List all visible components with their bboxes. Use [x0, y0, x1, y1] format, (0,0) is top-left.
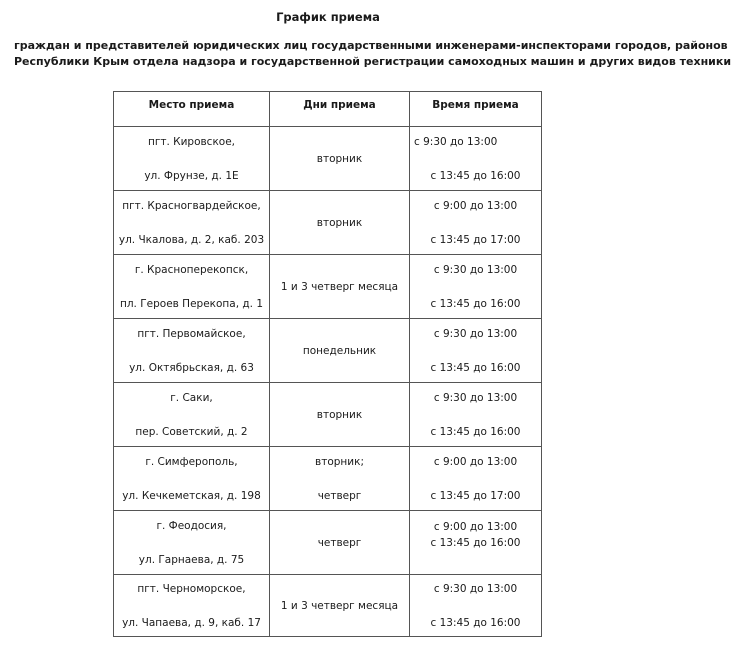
table-row	[114, 319, 542, 383]
days-text: вторник;	[315, 455, 364, 468]
days-text: 1 и 3 четверг месяца	[280, 599, 399, 612]
time-morning: с 9:30 до 13:00	[433, 263, 518, 276]
place-locality: г. Феодосия,	[156, 519, 227, 532]
place-cell	[114, 447, 270, 511]
days-cell	[270, 191, 410, 255]
subtitle-line-2: Республики Крым отдела надзора и государственной регистрации самоходных машин и других видов техники	[14, 55, 731, 68]
days-text: понедельник	[302, 344, 377, 357]
document-title: График приема	[276, 10, 380, 24]
place-address: ул. Чапаева, д. 9, каб. 17	[122, 616, 261, 629]
header-time: Время приема	[410, 92, 542, 127]
place-locality: пгт. Красногвардейское,	[122, 199, 261, 212]
time-afternoon: с 13:45 до 16:00	[430, 425, 521, 438]
table-row	[114, 383, 542, 447]
table-row	[114, 511, 542, 575]
time-cell	[410, 575, 542, 637]
schedule-table	[113, 91, 542, 637]
table-row	[114, 255, 542, 319]
time-morning: с 9:30 до 13:00	[433, 582, 518, 595]
table-row	[114, 575, 542, 637]
time-afternoon: с 13:45 до 16:00	[430, 169, 521, 182]
days-cell	[270, 575, 410, 637]
days-cell	[270, 127, 410, 191]
days-cell	[270, 511, 410, 575]
time-afternoon: с 13:45 до 16:00	[430, 536, 521, 549]
time-morning: с 9:00 до 13:00	[433, 199, 518, 212]
time-morning: с 9:00 до 13:00	[433, 455, 518, 468]
days-text-second: четверг	[317, 489, 362, 502]
place-address: пер. Советский, д. 2	[135, 425, 248, 438]
place-cell	[114, 255, 270, 319]
days-cell	[270, 319, 410, 383]
place-cell	[114, 575, 270, 637]
time-cell	[410, 447, 542, 511]
days-text: вторник	[316, 152, 363, 165]
time-afternoon: с 13:45 до 16:00	[430, 297, 521, 310]
subtitle-line-1: граждан и представителей юридических лиц государственными инженерами-инспекторами городов, районов	[14, 39, 728, 52]
header-days: Дни приема	[270, 92, 410, 127]
table-header-row	[114, 92, 542, 127]
time-morning: с 9:30 до 13:00	[433, 391, 518, 404]
time-morning: с 9:00 до 13:00	[433, 520, 518, 533]
place-address: ул. Фрунзе, д. 1Е	[144, 169, 239, 182]
time-cell	[410, 127, 542, 191]
place-address: ул. Чкалова, д. 2, каб. 203	[118, 233, 265, 246]
time-cell	[410, 191, 542, 255]
time-cell	[410, 319, 542, 383]
table-row	[114, 127, 542, 191]
days-text: четверг	[317, 536, 362, 549]
place-address: пл. Героев Перекопа, д. 1	[119, 297, 264, 310]
days-text: вторник	[316, 216, 363, 229]
time-afternoon: с 13:45 до 17:00	[430, 489, 521, 502]
days-text: вторник	[316, 408, 363, 421]
time-afternoon: с 13:45 до 17:00	[430, 233, 521, 246]
place-address: ул. Гарнаева, д. 75	[138, 553, 245, 566]
table-row	[114, 447, 542, 511]
place-locality: пгт. Черноморское,	[137, 582, 246, 595]
document-subtitle	[14, 38, 731, 70]
time-cell	[410, 383, 542, 447]
time-afternoon: с 13:45 до 16:00	[430, 361, 521, 374]
time-morning: с 9:30 до 13:00	[433, 327, 518, 340]
time-afternoon: с 13:45 до 16:00	[430, 616, 521, 629]
place-cell	[114, 191, 270, 255]
place-locality: г. Саки,	[170, 391, 213, 404]
days-text: 1 и 3 четверг месяца	[280, 280, 399, 293]
time-morning: с 9:30 до 13:00	[414, 135, 498, 148]
place-cell	[114, 319, 270, 383]
place-locality: пгт. Кировское,	[147, 135, 236, 148]
time-cell	[410, 255, 542, 319]
place-address: ул. Кечкеметская, д. 198	[122, 489, 261, 502]
place-cell	[114, 511, 270, 575]
days-cell	[270, 447, 410, 511]
place-locality: г. Симферополь,	[145, 455, 238, 468]
header-place: Место приема	[114, 92, 270, 127]
days-cell	[270, 383, 410, 447]
place-locality: г. Красноперекопск,	[134, 263, 249, 276]
table-row	[114, 191, 542, 255]
place-cell	[114, 383, 270, 447]
place-address: ул. Октябрьская, д. 63	[129, 361, 254, 374]
time-cell	[410, 511, 542, 575]
place-locality: пгт. Первомайское,	[137, 327, 246, 340]
days-cell	[270, 255, 410, 319]
place-cell	[114, 127, 270, 191]
